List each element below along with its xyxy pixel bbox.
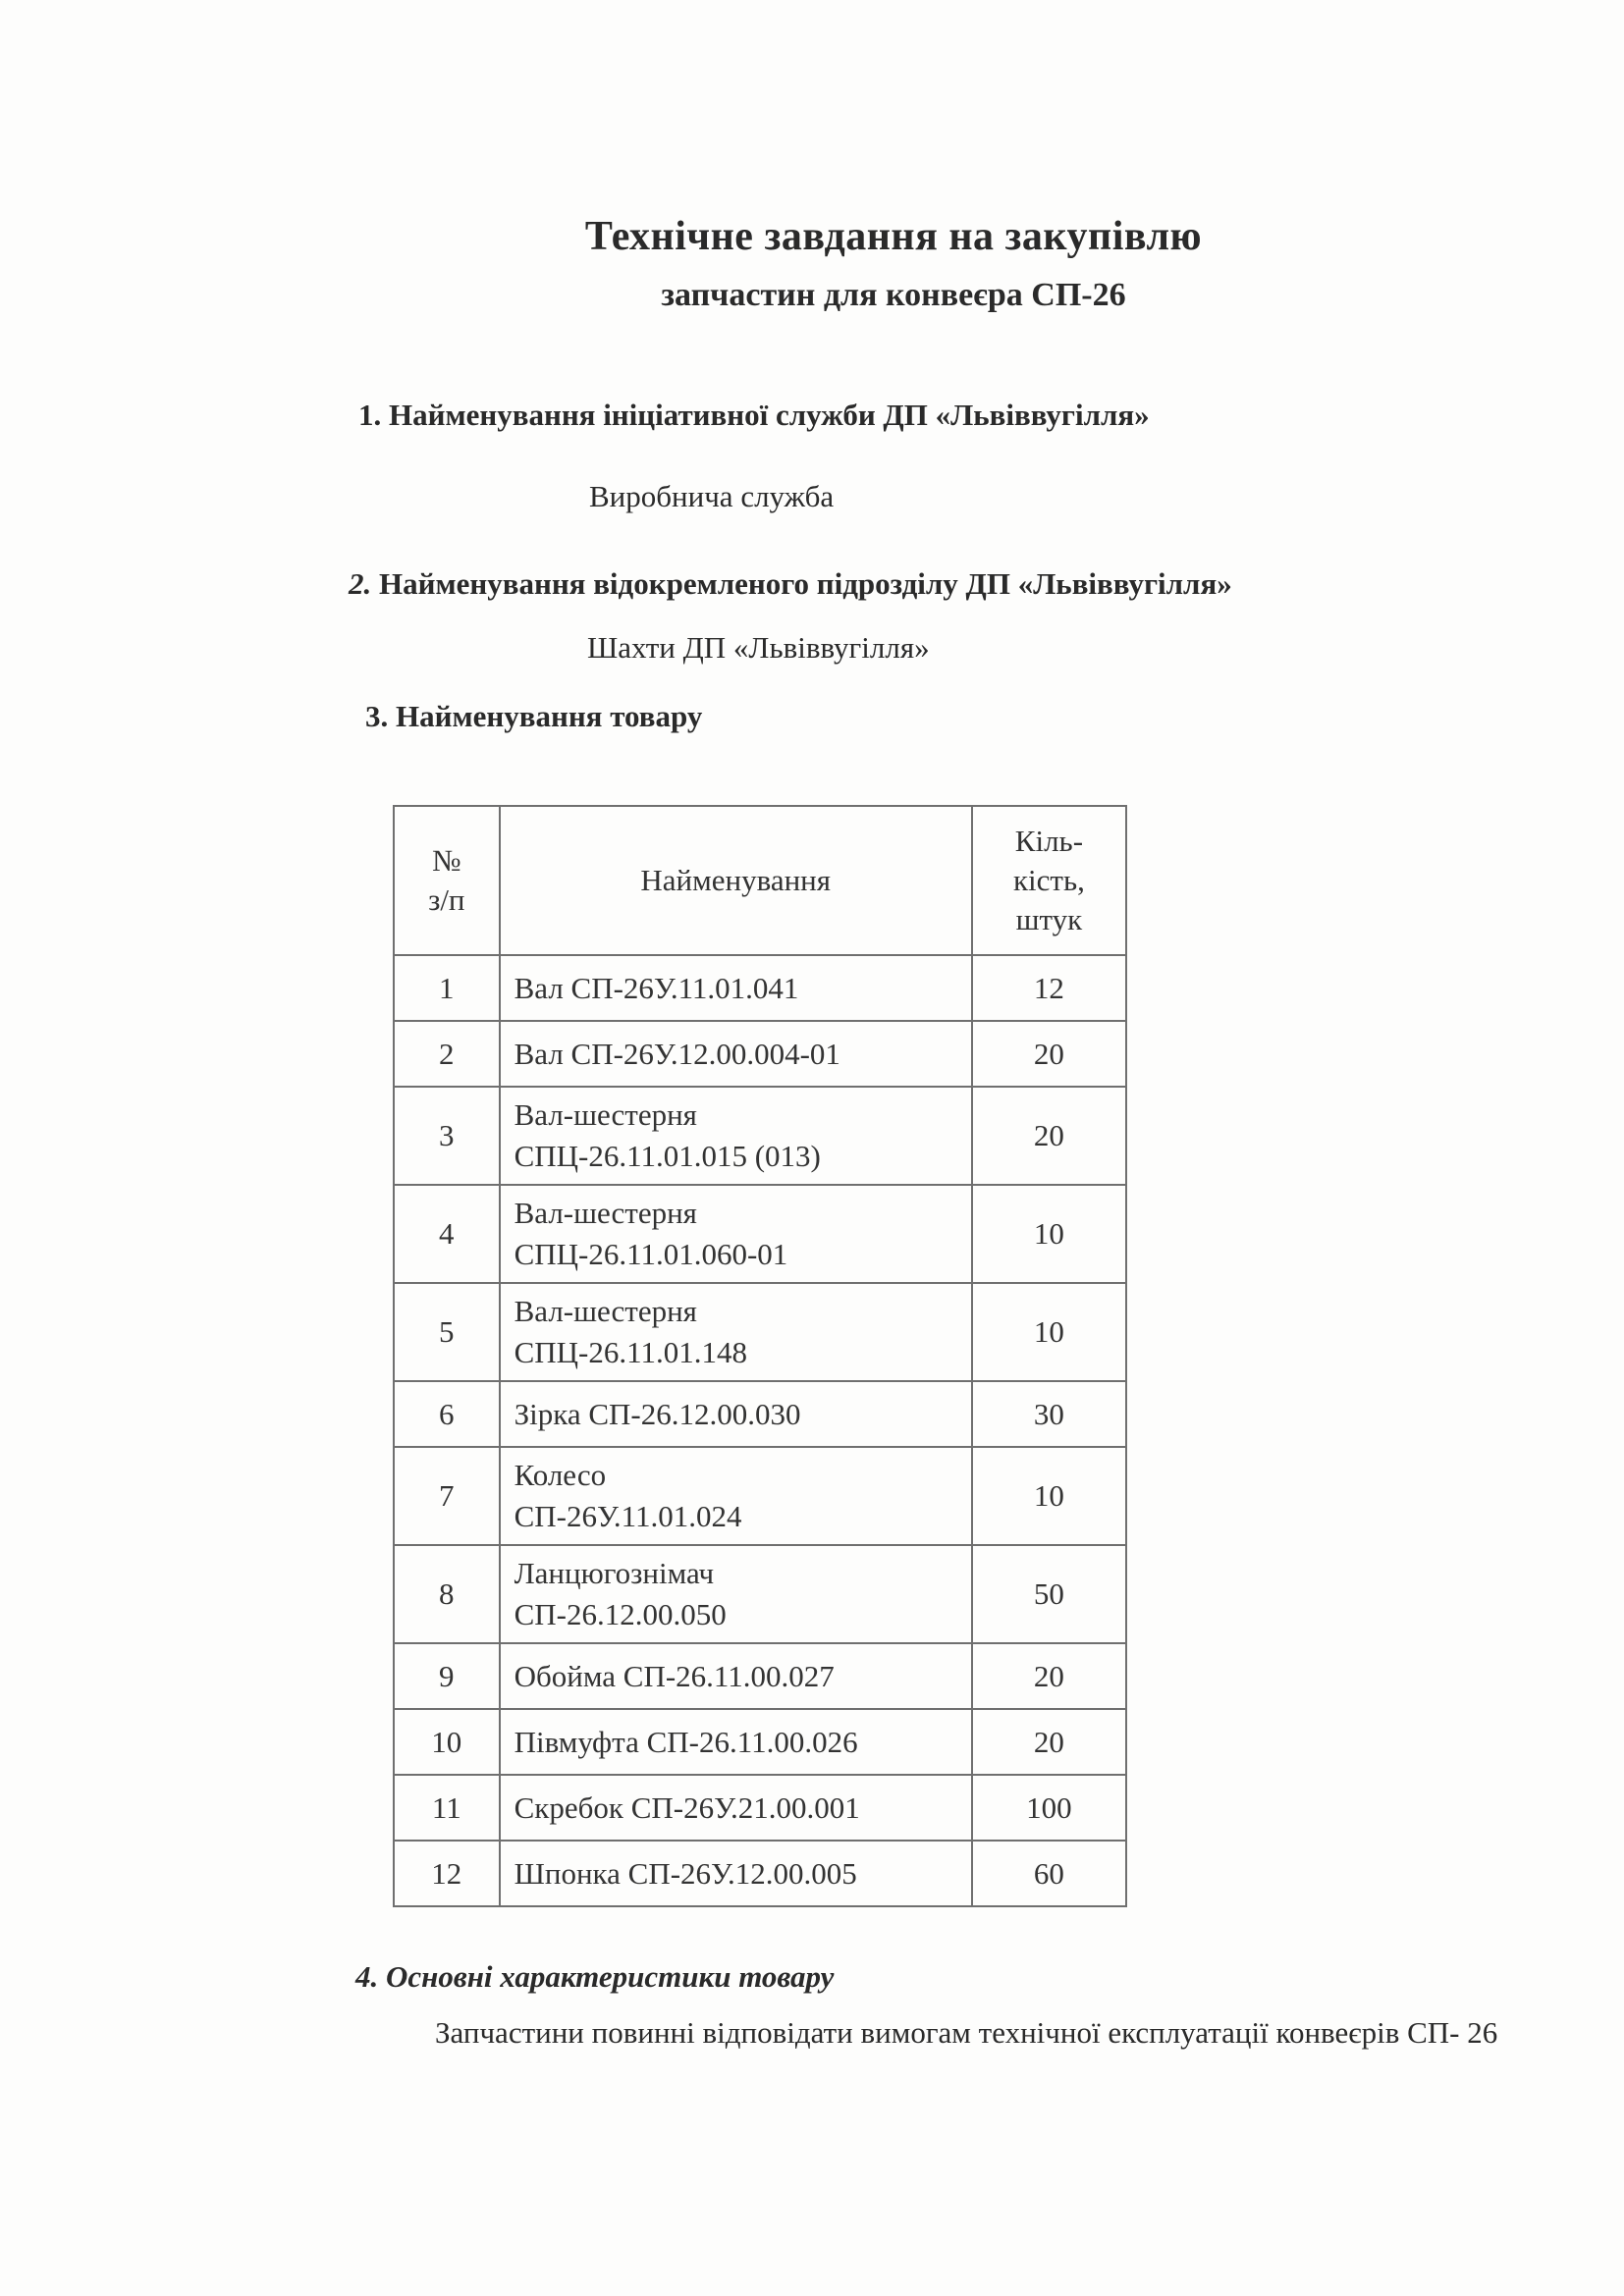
row-number: 2 bbox=[394, 1021, 500, 1087]
row-number: 5 bbox=[394, 1283, 500, 1381]
row-name-line-1: Обойма СП-26.11.00.027 bbox=[514, 1658, 835, 1693]
row-quantity: 20 bbox=[972, 1643, 1126, 1709]
section-3-heading: 3. Найменування товару bbox=[365, 699, 703, 733]
row-name-line-1: Вал СП-26У.11.01.041 bbox=[514, 970, 799, 1005]
header-quantity-line-2: кість, bbox=[1012, 863, 1085, 897]
header-quantity-line-1: Кіль- bbox=[1014, 824, 1084, 858]
table-header-row bbox=[394, 806, 1126, 955]
table-row bbox=[394, 1283, 1126, 1381]
header-number-line-1: № bbox=[432, 843, 461, 878]
row-name-line-1: Вал-шестерня bbox=[514, 1196, 697, 1230]
row-name bbox=[500, 1283, 972, 1381]
table-row bbox=[394, 1841, 1126, 1906]
row-quantity: 20 bbox=[972, 1087, 1126, 1185]
row-name-line-1: Скребок СП-26У.21.00.001 bbox=[514, 1789, 860, 1825]
table-row bbox=[394, 1709, 1126, 1775]
row-number: 4 bbox=[394, 1185, 500, 1283]
row-quantity: 10 bbox=[972, 1185, 1126, 1283]
section-2-number: 2. bbox=[349, 566, 372, 601]
row-number: 1 bbox=[394, 955, 500, 1021]
row-name bbox=[500, 1447, 972, 1545]
row-number: 8 bbox=[394, 1545, 500, 1643]
row-name bbox=[500, 955, 972, 1021]
header-number bbox=[394, 806, 500, 955]
table-row bbox=[394, 1775, 1126, 1841]
row-name-line-2: СП-26У.11.01.024 bbox=[514, 1499, 742, 1533]
row-number: 6 bbox=[394, 1381, 500, 1447]
table-row bbox=[394, 1447, 1126, 1545]
table-row bbox=[394, 1545, 1126, 1643]
row-name-line-1: Вал-шестерня bbox=[514, 1294, 697, 1328]
section-1-heading: 1. Найменування ініціативної служби ДП «Львіввугілля» bbox=[358, 398, 1150, 432]
document-title bbox=[550, 211, 1237, 321]
section-2-title: Найменування відокремленого підрозділу ДП «Львіввугілля» bbox=[379, 566, 1232, 601]
row-name-line-1: Вал СП-26У.12.00.004-01 bbox=[514, 1036, 840, 1071]
section-4-heading: 4. Основні характеристики товару bbox=[355, 1959, 835, 1994]
section-2-value: Шахти ДП «Львіввугілля» bbox=[587, 630, 930, 665]
row-name-line-1: Колесо bbox=[514, 1458, 607, 1492]
row-name-line-2: СП-26.12.00.050 bbox=[514, 1597, 727, 1631]
header-quantity bbox=[972, 806, 1126, 955]
section-2-heading bbox=[349, 566, 1232, 602]
row-quantity: 10 bbox=[972, 1447, 1126, 1545]
table-row bbox=[394, 1185, 1126, 1283]
row-name bbox=[500, 1643, 972, 1709]
row-quantity: 60 bbox=[972, 1841, 1126, 1906]
table-row bbox=[394, 1643, 1126, 1709]
row-name-line-1: Ланцюгознімач bbox=[514, 1556, 715, 1590]
title-line-1: Технічне завдання на закупівлю bbox=[584, 214, 1203, 259]
row-quantity: 20 bbox=[972, 1709, 1126, 1775]
row-quantity: 20 bbox=[972, 1021, 1126, 1087]
row-name bbox=[500, 1841, 972, 1906]
row-quantity: 30 bbox=[972, 1381, 1126, 1447]
row-quantity: 100 bbox=[972, 1775, 1126, 1841]
row-name bbox=[500, 1381, 972, 1447]
row-name bbox=[500, 1709, 972, 1775]
goods-table bbox=[393, 805, 1127, 1907]
row-name-line-1: Шпонка СП-26У.12.00.005 bbox=[514, 1855, 857, 1891]
row-name-line-2: СПЦ-26.11.01.015 (013) bbox=[514, 1139, 821, 1173]
row-name bbox=[500, 1087, 972, 1185]
row-name-line-1: Вал-шестерня bbox=[514, 1097, 697, 1132]
row-number: 3 bbox=[394, 1087, 500, 1185]
section-1-value: Виробнича служба bbox=[589, 479, 835, 513]
header-quantity-line-3: штук bbox=[1015, 902, 1083, 936]
header-name: Найменування bbox=[500, 806, 972, 955]
row-name-line-1: Півмуфта СП-26.11.00.026 bbox=[514, 1724, 858, 1759]
table-row bbox=[394, 1021, 1126, 1087]
table-row bbox=[394, 1087, 1126, 1185]
row-name bbox=[500, 1775, 972, 1841]
row-number: 11 bbox=[394, 1775, 500, 1841]
row-number: 9 bbox=[394, 1643, 500, 1709]
row-name-line-2: СПЦ-26.11.01.148 bbox=[514, 1335, 747, 1369]
row-name bbox=[500, 1185, 972, 1283]
row-number: 7 bbox=[394, 1447, 500, 1545]
row-quantity: 50 bbox=[972, 1545, 1126, 1643]
header-number-line-2: з/п bbox=[428, 882, 465, 917]
row-number: 12 bbox=[394, 1841, 500, 1906]
row-name bbox=[500, 1545, 972, 1643]
row-quantity: 10 bbox=[972, 1283, 1126, 1381]
title-line-2: запчастин для конвеєра СП-26 bbox=[661, 277, 1126, 313]
row-number: 10 bbox=[394, 1709, 500, 1775]
row-name-line-2: СПЦ-26.11.01.060-01 bbox=[514, 1237, 788, 1271]
row-name-line-1: Зірка СП-26.12.00.030 bbox=[514, 1396, 801, 1431]
row-name bbox=[500, 1021, 972, 1087]
section-4-body: Запчастини повинні відповідати вимогам технічної експлуатації конвеєрів СП- 26 bbox=[435, 2015, 1498, 2050]
row-quantity: 12 bbox=[972, 955, 1126, 1021]
table-row bbox=[394, 1381, 1126, 1447]
table-row bbox=[394, 955, 1126, 1021]
